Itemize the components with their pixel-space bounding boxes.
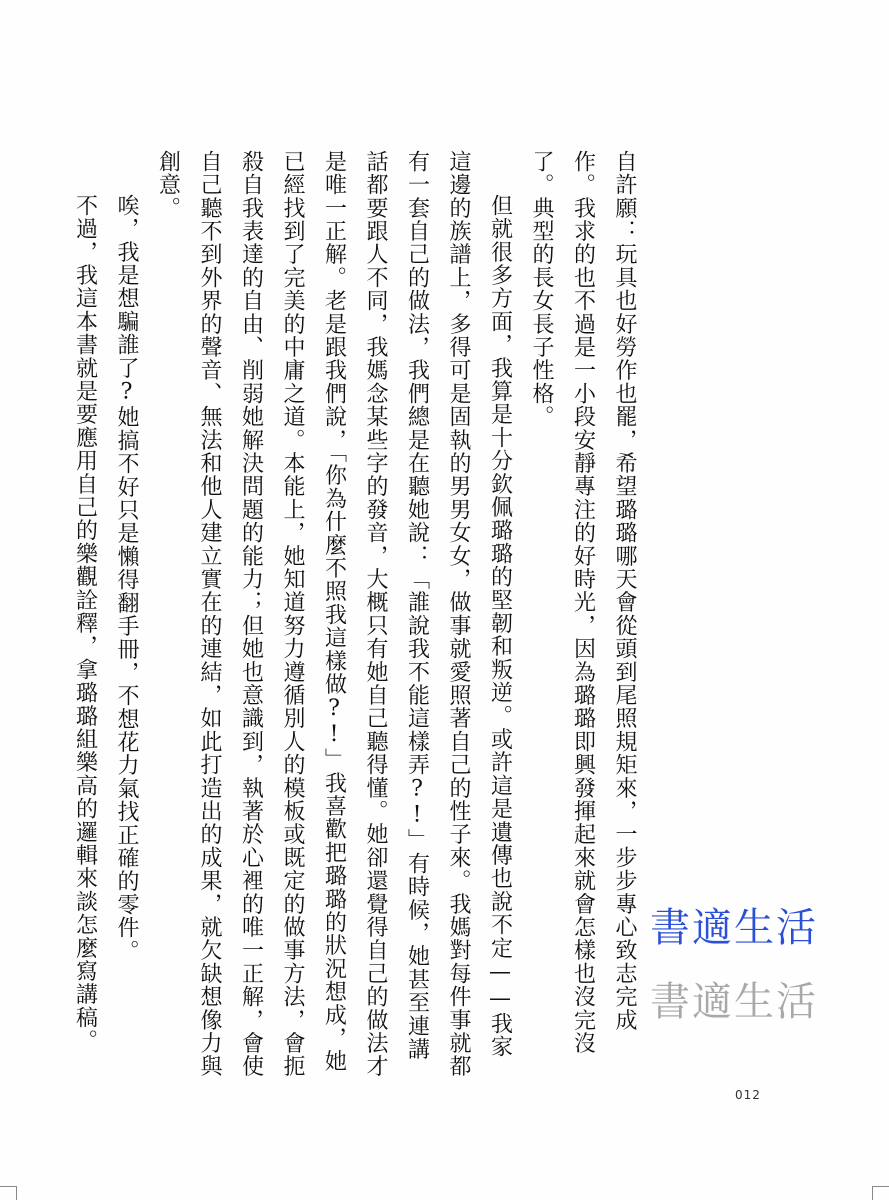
- paragraph: 了。典型的長女長子性格。: [529, 150, 554, 429]
- crop-mark: [16, 1186, 17, 1200]
- crop-mark: [0, 1186, 16, 1187]
- crop-mark: [872, 1186, 873, 1200]
- watermark-logo-shadow: 書適生活: [650, 979, 818, 1025]
- paragraph: 唉，我是想騙誰了?她搞不好只是懶得翻手冊，不想花力氣找正確的零件。: [114, 194, 139, 963]
- paragraph: 作。我求的也不過是一小段安靜專注的好時光，因為璐璐即興發揮起來就會怎樣也沒完沒: [570, 150, 596, 1055]
- body-text: [72, 150, 645, 1080]
- crop-mark: [872, 1186, 889, 1187]
- watermark-logo: 書適生活: [650, 905, 818, 951]
- paragraph: 但就很多方面，我算是十分欽佩璐璐的堅韌和叛逆。或許這是遺傳也說不定——我家這邊的族譜上，多得可是固執的男男女女，做事就愛照著自己的性子來。我媽對每件事就都有一套自己的做法，我們總是在聽她說：「誰說我不能這樣弄?!」有時候，她甚至連講話都要跟人不同，我媽念某些字的發音，大概只有她自己聽得懂。她卻還覺得自己的做法才是唯一正解。老是跟我們說，「你為什麼不照我這樣做?!」我喜歡把璐璐的狀況想成，她已經找到了完美的中庸之道。本能上，她知道努力遵循別人的模板或既定的做事方法，會扼殺自我表達的自由、削弱她解決問題的能力；但她也意識到，執著於心裡的唯一正解，會使自己聽不到外界的聲音、無法和他人建立實在的連結，如此打造出的成果，就欠缺想像力與創意。: [155, 150, 513, 1078]
- paragraph: 不過，我這本書就是要應用自己的樂觀詮釋，拿璐璐組樂高的邏輯來談怎麼寫講稿。: [72, 194, 98, 1053]
- page-number: 012: [735, 1088, 761, 1102]
- paragraph: 自許願：玩具也好勞作也罷，希望璐璐哪天會從頭到尾照規矩來，一步步專心致志完成: [612, 150, 637, 1032]
